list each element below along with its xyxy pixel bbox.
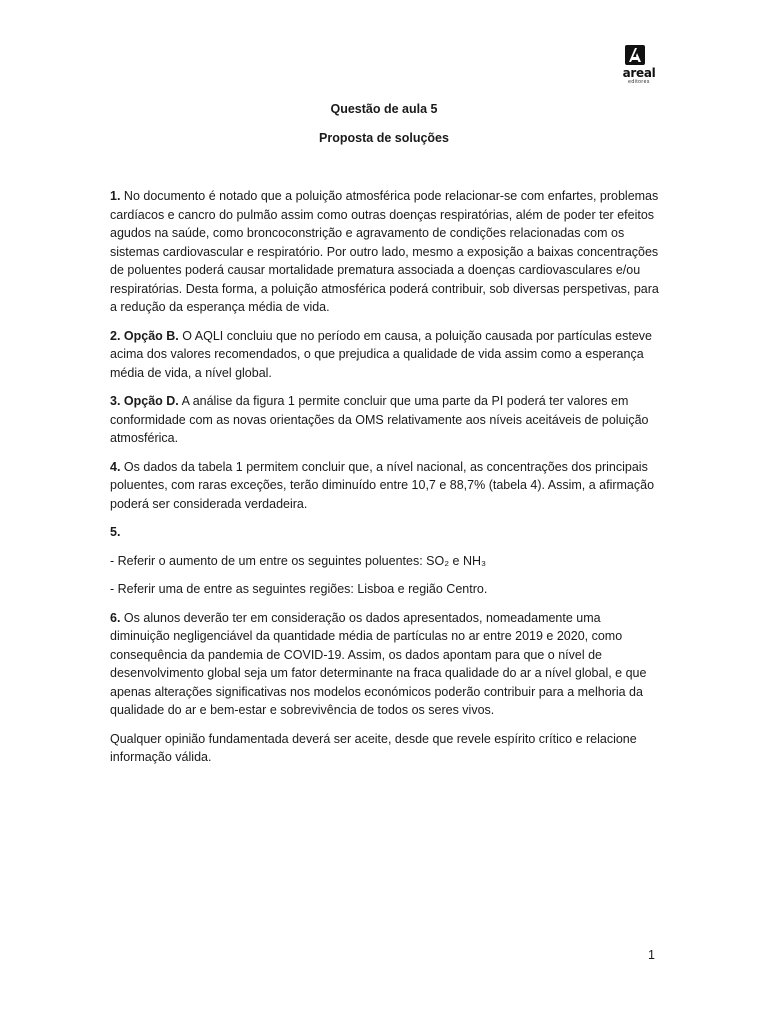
answer-2 (110, 327, 662, 383)
logo-sub-text: editores (628, 79, 650, 85)
answer-1-text: No documento é notado que a poluição atmosférica pode relacionar-se com enfartes, problemas cardíacos e cancro do pulmão assim como outras doenças respiratórias, além de poder ter efeitos agudos na saúde, como broncoconstrição e agravamento de condições relacionadas com os sistemas cardiovascular e respiratório. Por outro lado, mesmo a exposição a baixas concentrações de poluentes poderá causar mortalidade prematura associada a doenças cardiovasculares e/ou respiratórias. Desta forma, a poluição atmosférica poderá contribuir, sob diversas perspetivas, para a redução da esperança média de vida. (110, 189, 659, 314)
page-subtitle: Proposta de soluções (319, 131, 449, 145)
answer-2-text: O AQLI concluiu que no período em causa, a poluição causada por partículas esteve acima dos valores recomendados, o que prejudica a qualidade de vida assim como a esperança média de vida, a nível global. (110, 328, 653, 380)
answer-6-number: 6. (110, 610, 121, 625)
answer-1-number: 1. (110, 189, 121, 203)
answer-3 (110, 392, 662, 448)
answer-1 (110, 187, 662, 317)
answer-3-text: A análise da figura 1 permite concluir que uma parte da PI poderá ter valores em conformidade com as novas orientações da OMS relativamente aos níveis aceitáveis de poluição atmosférica. (110, 394, 649, 445)
answer-2-number: 2. Opção B. (110, 328, 179, 343)
answer-5-line-1: - Referir o aumento de um entre os seguintes poluentes: SO₂ e NH₃ (110, 553, 487, 568)
answer-5-number: 5. (110, 525, 121, 539)
publisher-logo (612, 44, 662, 90)
answer-4-text: Os dados da tabela 1 permitem concluir que, a nível nacional, as concentrações dos principais poluentes, com raras exceções, terão diminuído entre 10,7 e 88,7% (tabela 4). Assim, a afirmação poderá ser considerada verdadeira. (110, 459, 655, 511)
answer-3-number: 3. Opção D. (110, 394, 179, 408)
answer-6-text: Os alunos deverão ter em consideração os dados apresentados, nomeadamente uma diminuição negligenciável da quantidade média de partículas no ar entre 2019 e 2020, como consequência da pandemia de COVID-19. Assim, os dados apontam para que o nível de desenvolvimento global seja um fator determinante na fraca qualidade do ar a nível global, e que apenas alterações significativas nos modelos económicos poderão contribuir para a melhoria da qualidade do ar e bem-estar e sobrevivência de todos os seres vivos. (110, 610, 647, 717)
answer-5-line-2: - Referir uma de entre as seguintes regiões: Lisboa e região Centro. (110, 582, 488, 596)
areal-logo-icon (624, 44, 646, 66)
logo-brand-text: areal (622, 66, 656, 80)
answer-5 (110, 523, 662, 542)
closing-note: Qualquer opinião fundamentada deverá ser aceite, desde que revele espírito crítico e relacione informação válida. (110, 731, 637, 764)
page-number: 1 (648, 948, 655, 962)
answers-body (110, 187, 662, 777)
answer-4-number: 4. (110, 459, 121, 474)
answer-6 (110, 609, 662, 720)
answer-4 (110, 458, 662, 514)
page-title: Questão de aula 5 (330, 102, 438, 116)
